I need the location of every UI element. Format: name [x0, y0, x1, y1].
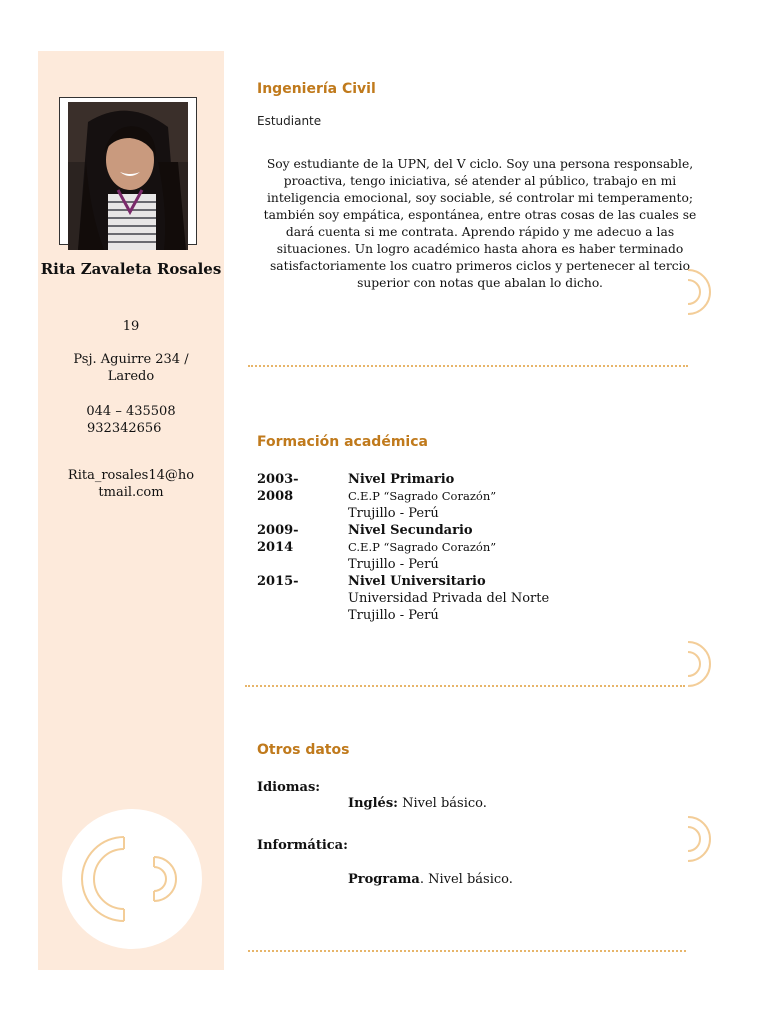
education-place: Trujillo - Perú: [348, 608, 439, 623]
education-level: Nivel Primario: [348, 472, 455, 487]
education-level: Nivel Universitario: [348, 574, 486, 589]
phone-landline: 044 – 435508: [86, 404, 176, 419]
phone-mobile: 932342656: [87, 421, 162, 436]
decorative-arc: [686, 268, 716, 316]
languages-label: Idiomas:: [257, 780, 321, 795]
computing-label: Informática:: [257, 838, 348, 853]
address: Psj. Aguirre 234 / Laredo: [73, 352, 189, 384]
english-label: Inglés:: [348, 796, 398, 811]
decorative-arc: [686, 640, 716, 688]
page-title: Ingeniería Civil: [257, 81, 376, 97]
decorative-circle: [62, 809, 202, 949]
age: 19: [122, 319, 140, 334]
profile-summary: Soy estudiante de la UPN, del V ciclo. Soy una persona responsable, proactiva, tengo iniciativa, sé atender al público, trabajo en mi inteligencia emocional, soy sociable, sé controlar mi temperamento; también soy empática, espontánea, entre otras cosas de las cuales se dará cuenta si me contrata. Aprendo rápido y me adecuo a las situaciones. Un logro académico hasta ahora es haber terminado satisfactoriamente los cuatro primeros ciclos y pertenecer al tercio superior con notas que abalan lo dicho.: [263, 157, 697, 290]
program-value: . Nivel básico.: [419, 872, 513, 887]
education-heading: Formación académica: [257, 434, 428, 450]
english-value: Nivel básico.: [397, 796, 487, 811]
profile-photo-frame: [59, 97, 197, 245]
subtitle: Estudiante: [257, 114, 322, 128]
person-name: Rita Zavaleta Rosales: [40, 260, 222, 278]
education-school: C.E.P “Sagrado Corazón”: [348, 489, 497, 503]
education-years: 2009-2014: [257, 523, 299, 555]
email: Rita_rosales14@hotmail.com: [67, 468, 195, 500]
dotted-divider: [245, 685, 685, 687]
program-label: Programa: [348, 872, 420, 887]
english-level: [348, 796, 487, 811]
decorative-arc: [686, 815, 716, 863]
education-place: Trujillo - Perú: [348, 557, 439, 572]
dotted-divider: [248, 365, 688, 367]
education-years: 2015-: [257, 574, 299, 589]
other-heading: Otros datos: [257, 742, 350, 758]
program-level: [348, 872, 513, 887]
dotted-divider: [248, 950, 686, 952]
education-school: Universidad Privada del Norte: [348, 591, 550, 606]
education-level: Nivel Secundario: [348, 523, 473, 538]
education-school: C.E.P “Sagrado Corazón”: [348, 540, 497, 554]
education-place: Trujillo - Perú: [348, 506, 439, 521]
profile-photo: [68, 102, 188, 250]
education-years: 2003-2008: [257, 472, 299, 504]
